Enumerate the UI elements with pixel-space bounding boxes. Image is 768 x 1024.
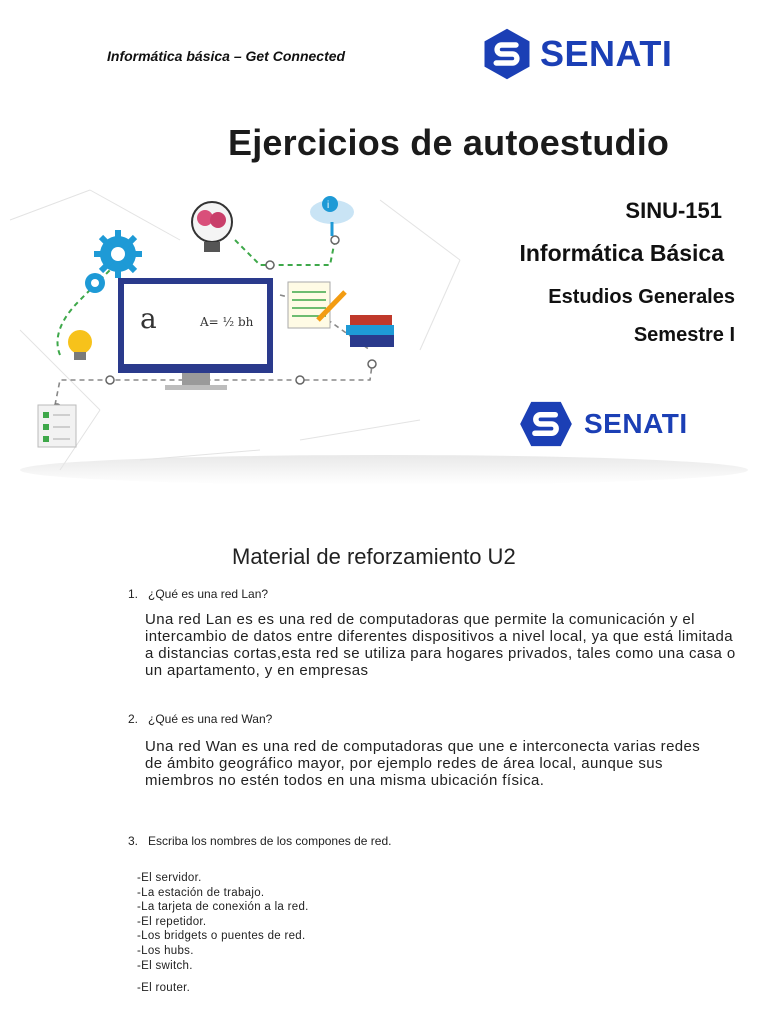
svg-text:A= ½ bh: A= ½ bh — [200, 315, 254, 329]
question-item: 1. ¿Qué es una red Lan? — [128, 587, 269, 601]
component-list — [137, 871, 309, 996]
answer-text: Una red Lan es es una red de computadoras que permite la comunicación y el intercambio de datos entre diferentes dispositivos a nivel local, ya que está limitada a distancias cortas,esta red se utiliza para hogares privados, tales como una casa o un apartamento, y en empresas — [145, 611, 736, 679]
info-cloud-icon — [310, 196, 354, 236]
brain-lightbulb-icon — [192, 202, 232, 252]
list-item: -El switch. — [137, 959, 193, 972]
senati-emblem-icon — [518, 400, 574, 448]
question-item: 2. ¿Qué es una red Wan? — [128, 712, 273, 726]
list-item: -La tarjeta de conexión a la red. — [137, 901, 309, 914]
term: Semestre I — [633, 324, 735, 346]
cover-divider — [20, 455, 748, 485]
senati-logo-cover — [518, 400, 688, 448]
svg-text:a: a — [140, 302, 157, 335]
lightbulb-icon — [68, 330, 92, 360]
books-icon — [346, 315, 394, 347]
senati-brand-text: SENATI — [584, 408, 688, 439]
cover-illustration — [0, 180, 500, 480]
answer-text: Una red Wan es una red de computadoras que une e interconecta varias redes de ámbito geográfico mayor, por ejemplo redes de área local, aunque sus miembros no estén todos en una misma ubicación física. — [145, 738, 701, 789]
list-item: -La estación de trabajo. — [137, 886, 265, 899]
list-item: -Los hubs. — [137, 944, 194, 957]
question-text: ¿Qué es una red Lan? — [148, 587, 269, 601]
course-name: Informática Básica — [519, 240, 724, 266]
list-item: -El router. — [137, 982, 191, 995]
question-item: 3. Escriba los nombres de los compones de red. — [128, 834, 392, 848]
department: Estudios Generales — [548, 286, 735, 308]
section-title: Material de reforzamiento U2 — [232, 544, 516, 569]
question-text: ¿Qué es una red Wan? — [148, 712, 273, 726]
senati-logo-header — [480, 27, 672, 81]
checklist-icon — [38, 405, 76, 447]
header-tagline: Informática básica – Get Connected — [107, 48, 346, 64]
senati-emblem-icon — [480, 27, 534, 81]
course-code: SINU-151 — [625, 198, 722, 223]
list-item: -El repetidor. — [137, 915, 207, 928]
question-text: Escriba los nombres de los compones de red. — [148, 834, 392, 848]
notepad-pencil-icon — [288, 282, 345, 328]
cover-title: Ejercicios de autoestudio — [228, 122, 670, 163]
monitor-icon — [118, 278, 273, 390]
list-item: -El servidor. — [137, 872, 202, 884]
senati-brand-text: SENATI — [540, 33, 673, 74]
svg-text:i: i — [327, 200, 330, 211]
list-item: -Los bridgets o puentes de red. — [137, 930, 306, 943]
